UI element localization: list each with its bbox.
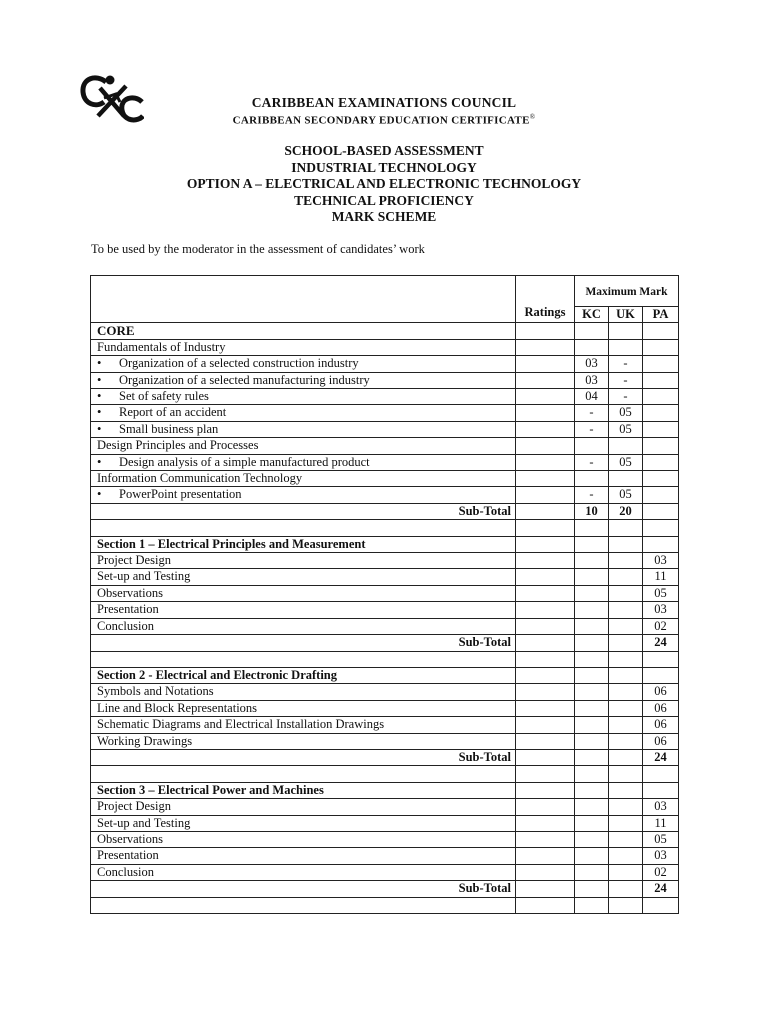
table-row [91,356,679,372]
pa-mark-cell: 05 [643,831,679,847]
subtotal-row [91,749,679,765]
rating-cell [516,864,575,880]
pa-mark-cell: 03 [643,602,679,618]
bullet-icon: • [97,356,102,371]
table-row [91,717,679,733]
uk-mark-cell [609,700,643,716]
bullet-icon: • [97,405,102,420]
item-label: Working Drawings [91,733,516,749]
kc-mark-cell: - [575,421,609,437]
pa-mark-cell [643,651,679,667]
kc-mark-cell [575,635,609,651]
item-label: Conclusion [91,864,516,880]
kc-mark-cell [575,536,609,552]
section-row [91,536,679,552]
pa-mark-cell [643,454,679,470]
rating-cell [516,536,575,552]
bullet-icon: • [97,487,102,502]
rating-cell [516,831,575,847]
uk-mark-cell [609,323,643,339]
item-label: Presentation [91,602,516,618]
pa-mark-cell [643,389,679,405]
item-label: CORE [91,323,516,339]
item-label [91,651,516,667]
table-row [91,864,679,880]
kc-mark-cell [575,602,609,618]
rating-cell [516,700,575,716]
rating-cell [516,897,575,913]
item-label: Set-up and Testing [91,569,516,585]
table-row [91,553,679,569]
kc-mark-cell [575,733,609,749]
pa-mark-cell: 06 [643,684,679,700]
table-row [91,848,679,864]
pa-mark-cell [643,323,679,339]
item-text: Small business plan [119,421,219,436]
pa-mark-cell [643,405,679,421]
pa-mark-cell [643,667,679,683]
uk-mark-cell [609,536,643,552]
mark-scheme-table [90,275,679,914]
bullet-icon: • [97,454,102,469]
table-row [91,438,679,454]
rating-cell [516,618,575,634]
rating-cell [516,717,575,733]
kc-mark-cell [575,520,609,536]
kc-mark-cell [575,799,609,815]
kc-mark-cell [575,766,609,782]
kc-mark-cell [575,782,609,798]
item-label [91,389,516,405]
item-header [91,276,516,323]
uk-mark-cell [609,618,643,634]
subtotal-row [91,503,679,519]
table-row [91,799,679,815]
item-label: Sub-Total [91,503,516,519]
uk-mark-cell: 05 [609,487,643,503]
item-text: Report of an accident [119,405,227,420]
intro-text: To be used by the moderator in the assessment of candidates’ work [91,242,425,256]
rating-cell [516,471,575,487]
pa-mark-cell: 05 [643,585,679,601]
item-label: Symbols and Notations [91,684,516,700]
rating-cell [516,356,575,372]
pa-mark-cell [643,897,679,913]
pa-mark-cell [643,372,679,388]
table-row [91,815,679,831]
uk-mark-cell [609,585,643,601]
pa-mark-cell [643,438,679,454]
uk-mark-cell [609,339,643,355]
kc-mark-cell [575,667,609,683]
table-row [91,405,679,421]
item-label: Fundamentals of Industry [91,339,516,355]
item-label: Section 2 - Electrical and Electronic Drafting [91,667,516,683]
item-text: Design analysis of a simple manufactured product [119,454,370,469]
uk-mark-cell: 05 [609,421,643,437]
uk-mark-cell [609,881,643,897]
table-row [91,766,679,782]
item-label: Sub-Total [91,749,516,765]
certificate-name [0,113,768,127]
table-row [91,389,679,405]
rating-cell [516,421,575,437]
pa-mark-cell: 03 [643,799,679,815]
rating-cell [516,782,575,798]
kc-mark-cell: 03 [575,356,609,372]
kc-mark-cell [575,864,609,880]
table-row [91,602,679,618]
kc-mark-cell [575,585,609,601]
rating-cell [516,520,575,536]
rating-cell [516,635,575,651]
pa-mark-cell [643,520,679,536]
pa-mark-cell: 06 [643,700,679,716]
pa-mark-cell [643,766,679,782]
kc-mark-cell [575,471,609,487]
item-text: PowerPoint presentation [119,487,242,502]
rating-cell [516,569,575,585]
item-label: Line and Block Representations [91,700,516,716]
kc-mark-cell [575,717,609,733]
table-row [91,651,679,667]
item-text: Set of safety rules [119,389,209,404]
pa-mark-cell [643,503,679,519]
uk-mark-cell [609,831,643,847]
pa-header: PA [643,307,679,323]
table-row [91,487,679,503]
rating-cell [516,454,575,470]
rating-cell [516,881,575,897]
kc-mark-cell [575,749,609,765]
kc-mark-cell: - [575,405,609,421]
rating-cell [516,602,575,618]
ratings-header: Ratings [516,276,575,323]
kc-header: KC [575,307,609,323]
rating-cell [516,339,575,355]
kc-mark-cell: 10 [575,503,609,519]
item-label: Presentation [91,848,516,864]
table-row [91,323,679,339]
pa-mark-cell: 24 [643,635,679,651]
item-label: Conclusion [91,618,516,634]
item-label: Sub-Total [91,635,516,651]
uk-mark-cell: 05 [609,454,643,470]
uk-mark-cell [609,602,643,618]
title-line: SCHOOL-BASED ASSESSMENT [284,143,484,158]
pa-mark-cell [643,339,679,355]
item-label: Set-up and Testing [91,815,516,831]
table-row [91,831,679,847]
uk-mark-cell: - [609,372,643,388]
uk-mark-cell [609,766,643,782]
rating-cell [516,438,575,454]
kc-mark-cell [575,897,609,913]
pa-mark-cell [643,356,679,372]
pa-mark-cell [643,487,679,503]
rating-cell [516,684,575,700]
table-row [91,897,679,913]
uk-mark-cell [609,848,643,864]
item-label: Schematic Diagrams and Electrical Installation Drawings [91,717,516,733]
rating-cell [516,651,575,667]
item-label [91,520,516,536]
bullet-icon: • [97,372,102,387]
kc-mark-cell [575,553,609,569]
table-row [91,569,679,585]
uk-mark-cell [609,749,643,765]
table-row [91,372,679,388]
pa-mark-cell: 11 [643,569,679,585]
item-label: Observations [91,585,516,601]
pa-mark-cell: 06 [643,717,679,733]
rating-cell [516,372,575,388]
header-row [91,276,679,307]
maximum-mark-header: Maximum Mark [575,276,679,307]
uk-mark-cell [609,717,643,733]
uk-mark-cell [609,635,643,651]
uk-mark-cell [609,471,643,487]
kc-mark-cell [575,831,609,847]
uk-mark-cell: - [609,356,643,372]
kc-mark-cell [575,684,609,700]
uk-mark-cell: 20 [609,503,643,519]
item-label: Design Principles and Processes [91,438,516,454]
pa-mark-cell: 02 [643,864,679,880]
table-row [91,339,679,355]
table-row [91,471,679,487]
uk-mark-cell [609,520,643,536]
rating-cell [516,323,575,339]
rating-cell [516,553,575,569]
uk-mark-cell [609,438,643,454]
item-label: Section 3 – Electrical Power and Machines [91,782,516,798]
item-label: Project Design [91,799,516,815]
kc-mark-cell: - [575,487,609,503]
uk-mark-cell [609,684,643,700]
table-row [91,585,679,601]
pa-mark-cell [643,536,679,552]
table-row [91,618,679,634]
kc-mark-cell [575,815,609,831]
title-line: OPTION A – ELECTRICAL AND ELECTRONIC TECHNOLOGY [186,176,582,192]
rating-cell [516,749,575,765]
item-label [91,421,516,437]
kc-mark-cell [575,569,609,585]
rating-cell [516,389,575,405]
kc-mark-cell [575,848,609,864]
uk-mark-cell [609,569,643,585]
pa-mark-cell [643,421,679,437]
kc-mark-cell [575,438,609,454]
uk-mark-cell [609,667,643,683]
kc-mark-cell: - [575,454,609,470]
section-row [91,667,679,683]
table-row [91,733,679,749]
table-row [91,454,679,470]
item-label: Sub-Total [91,881,516,897]
rating-cell [516,799,575,815]
table-row [91,421,679,437]
title-line: INDUSTRIAL TECHNOLOGY [291,159,477,175]
bullet-icon: • [97,389,102,404]
item-label [91,897,516,913]
item-text: Organization of a selected manufacturing industry [119,372,370,387]
registered-mark: ® [529,113,536,121]
uk-mark-cell [609,553,643,569]
kc-mark-cell [575,881,609,897]
uk-mark-cell: 05 [609,405,643,421]
item-label: Observations [91,831,516,847]
item-label: Section 1 – Electrical Principles and Measurement [91,536,516,552]
pa-mark-cell [643,782,679,798]
item-label [91,487,516,503]
rating-cell [516,815,575,831]
rating-cell [516,585,575,601]
item-label [91,766,516,782]
item-label [91,372,516,388]
item-label: Information Communication Technology [91,471,516,487]
table-row [91,700,679,716]
uk-mark-cell [609,799,643,815]
pa-mark-cell [643,471,679,487]
kc-mark-cell [575,339,609,355]
subtotal-row [91,881,679,897]
table-row [91,684,679,700]
uk-mark-cell [609,897,643,913]
item-label [91,454,516,470]
rating-cell [516,667,575,683]
pa-mark-cell: 24 [643,881,679,897]
item-label [91,405,516,421]
section-row [91,782,679,798]
rating-cell [516,487,575,503]
council-name: CARIBBEAN EXAMINATIONS COUNCIL [251,95,517,110]
uk-mark-cell [609,651,643,667]
pa-mark-cell: 06 [643,733,679,749]
subtotal-row [91,635,679,651]
rating-cell [516,405,575,421]
bullet-icon: • [97,421,102,436]
kc-mark-cell [575,323,609,339]
uk-mark-cell: - [609,389,643,405]
uk-mark-cell [609,733,643,749]
uk-mark-cell [609,782,643,798]
document-titles [0,143,768,226]
rating-cell [516,503,575,519]
pa-mark-cell: 24 [643,749,679,765]
kc-mark-cell [575,700,609,716]
uk-mark-cell [609,815,643,831]
uk-header: UK [609,307,643,323]
pa-mark-cell: 02 [643,618,679,634]
pa-mark-cell: 03 [643,848,679,864]
uk-mark-cell [609,864,643,880]
kc-mark-cell: 03 [575,372,609,388]
kc-mark-cell [575,651,609,667]
kc-mark-cell [575,618,609,634]
item-label: Project Design [91,553,516,569]
rating-cell [516,766,575,782]
kc-mark-cell: 04 [575,389,609,405]
item-label [91,356,516,372]
item-text: Organization of a selected construction industry [119,356,359,371]
rating-cell [516,848,575,864]
table-row [91,520,679,536]
pa-mark-cell: 11 [643,815,679,831]
title-line: TECHNICAL PROFICIENCY [294,192,474,208]
rating-cell [516,733,575,749]
pa-mark-cell: 03 [643,553,679,569]
title-line: MARK SCHEME [331,209,437,225]
certificate-text: CARIBBEAN SECONDARY EDUCATION CERTIFICATE [232,114,530,127]
